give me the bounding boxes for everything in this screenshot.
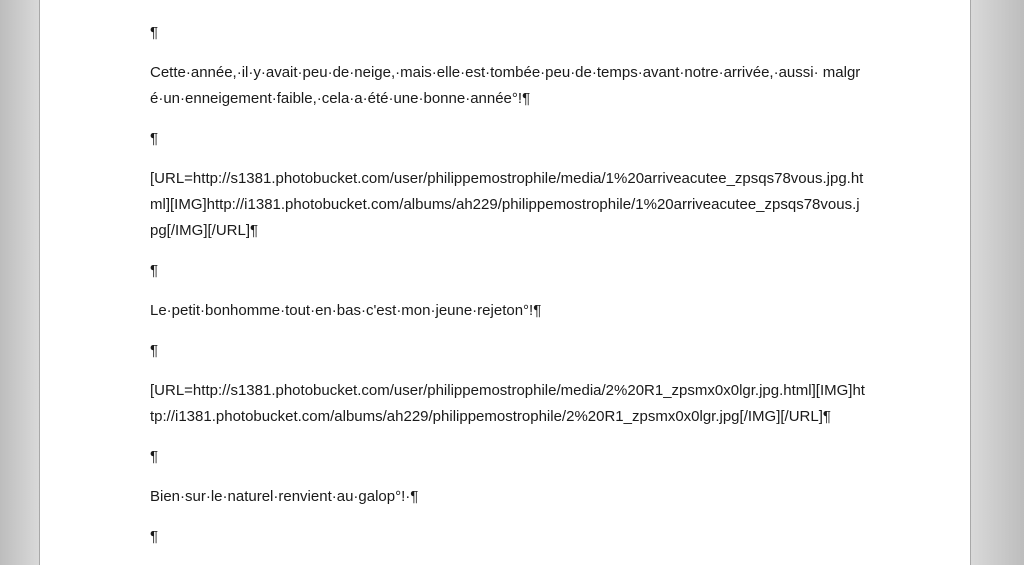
paragraph-url-image-2[interactable]: [URL=http://s1381.photobucket.com/user/philippemostrophile/media/2%20R1_zpsmx0x0lgr.jpg.html][IMG]http://i1381.photobucket.com/albums/ah229/philippemostrophile/2%20R1_zpsmx0x0lgr.jpg[/IMG][/URL]¶ bbox=[150, 382, 865, 425]
paragraph-empty-1[interactable]: ¶ bbox=[150, 24, 159, 41]
paragraph-empty-3[interactable]: ¶ bbox=[150, 262, 159, 279]
paragraph-empty-2[interactable]: ¶ bbox=[150, 130, 159, 147]
document-body[interactable] bbox=[150, 20, 866, 550]
paragraph-empty-5[interactable]: ¶ bbox=[150, 448, 159, 465]
paragraph-empty-6[interactable]: ¶ bbox=[150, 528, 159, 545]
paragraph-empty-4[interactable]: ¶ bbox=[150, 342, 159, 359]
workspace-margin-right bbox=[971, 0, 1024, 565]
paragraph-snow-text[interactable]: Cette·année,·il·y·avait·peu·de·neige,·mais·elle·est·tombée·peu·de·temps·avant·notre·arrivée,·aussi· malgré·un·enneigement·faible,·cela·a·été·une·bonne·année°!¶ bbox=[150, 64, 861, 107]
paragraph-rejeton-text[interactable]: Le·petit·bonhomme·tout·en·bas·c'est·mon·jeune·rejeton°!¶ bbox=[150, 302, 542, 319]
document-page[interactable] bbox=[39, 0, 971, 565]
paragraph-url-image-1[interactable]: [URL=http://s1381.photobucket.com/user/philippemostrophile/media/1%20arriveacutee_zpsqs78vous.jpg.html][IMG]http://i1381.photobucket.com/albums/ah229/philippemostrophile/1%20arriveacutee_zpsqs78vous.jpg[/IMG][/URL]¶ bbox=[150, 170, 864, 239]
paragraph-galop-text[interactable]: Bien·sur·le·naturel·renvient·au·galop°!·¶ bbox=[150, 488, 419, 505]
workspace-margin-left bbox=[0, 0, 39, 565]
